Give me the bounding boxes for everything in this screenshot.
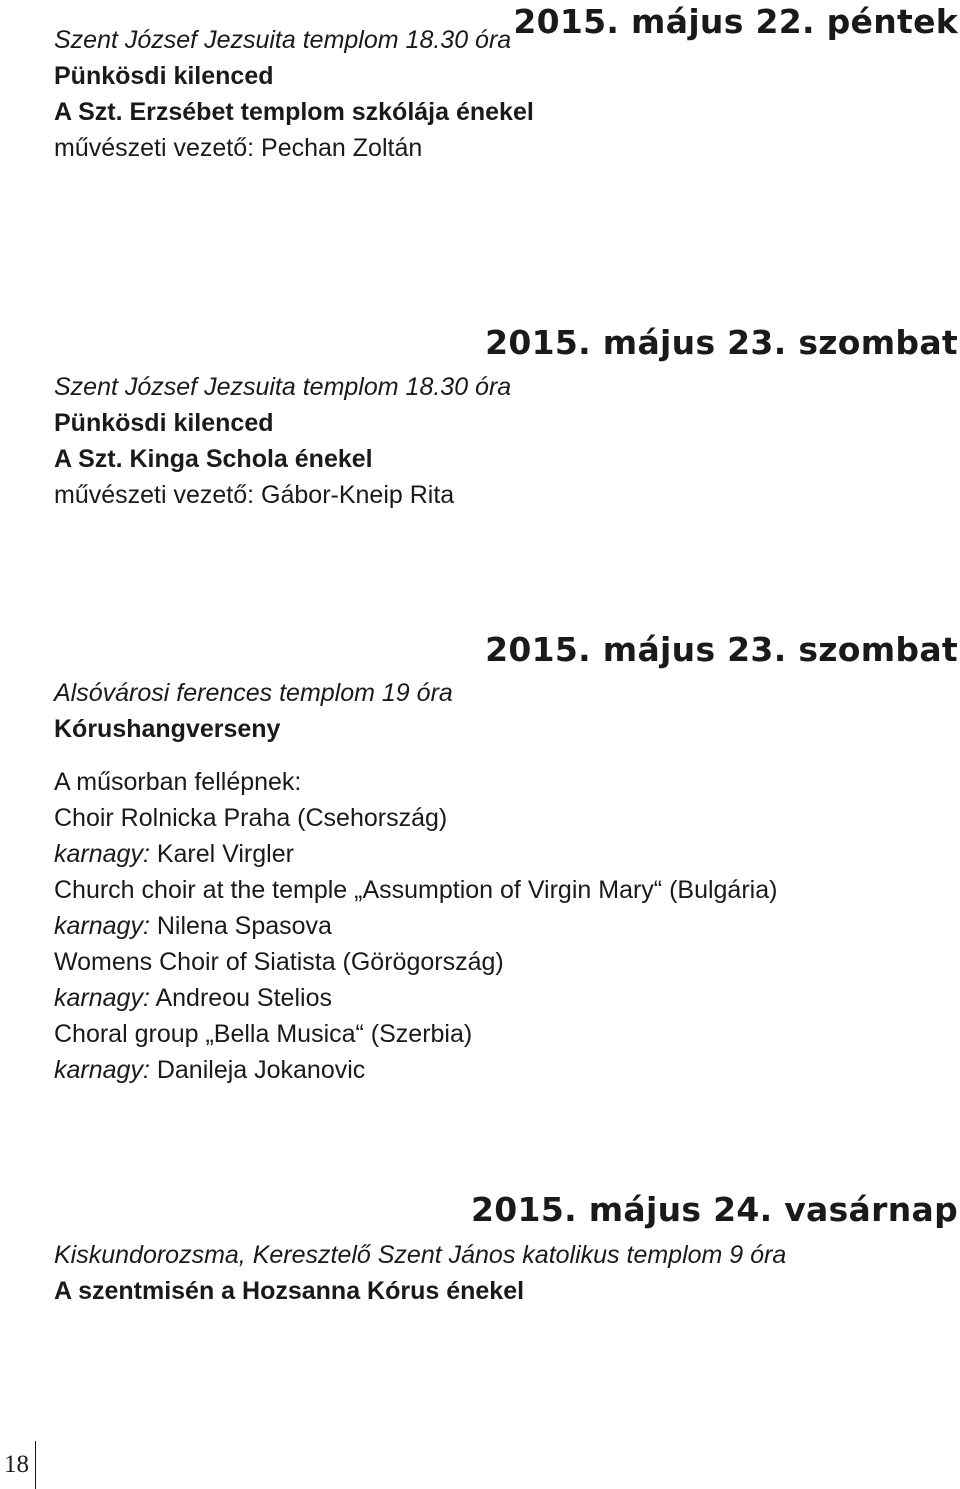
event-date: 2015. május 24. vasárnap <box>471 1190 958 1229</box>
choir-conductor <box>54 1052 934 1088</box>
choir-list <box>54 764 934 1088</box>
event-performer: A Szt. Erzsébet templom szkólája énekel <box>54 98 534 126</box>
choir-name: Church choir at the temple „Assumption of Virgin Mary“ (Bulgária) <box>54 876 778 904</box>
choir-name: Choir Rolnicka Praha (Csehország) <box>54 804 448 832</box>
event-program: Pünkösdi kilenced <box>54 62 274 90</box>
lineup-intro: A műsorban fellépnek: <box>54 768 302 796</box>
event-block <box>54 22 934 166</box>
event-program: Pünkösdi kilenced <box>54 409 274 437</box>
choir-conductor <box>54 908 934 944</box>
event-date: 2015. május 23. szombat <box>485 630 958 669</box>
event-block <box>54 369 934 513</box>
choir-name: Womens Choir of Siatista (Görögország) <box>54 948 504 976</box>
choir-name: Choral group „Bella Musica“ (Szerbia) <box>54 1020 473 1048</box>
conductor-name: Andreou Stelios <box>155 984 332 1012</box>
event-venue: Szent József Jezsuita templom 18.30 óra <box>54 373 512 401</box>
conductor-label: karnagy: <box>54 840 150 868</box>
choir-conductor <box>54 836 934 872</box>
conductor-name: Nilena Spasova <box>156 912 332 940</box>
event-venue: Kiskundorozsma, Keresztelő Szent János katolikus templom 9 óra <box>54 1241 787 1269</box>
conductor-label: karnagy: <box>54 912 150 940</box>
event-block <box>54 1237 934 1309</box>
event-director: művészeti vezető: Gábor-Kneip Rita <box>54 481 455 509</box>
conductor-name: Danileja Jokanovic <box>156 1056 366 1084</box>
event-program: Kórushangverseny <box>54 715 281 743</box>
event-date: 2015. május 23. szombat <box>485 323 958 362</box>
event-venue: Alsóvárosi ferences templom 19 óra <box>54 679 453 707</box>
conductor-name: Karel Virgler <box>156 840 294 868</box>
page-number: 18 <box>0 1441 36 1489</box>
event-venue: Szent József Jezsuita templom 18.30 óra <box>54 26 512 54</box>
event-block <box>54 675 934 747</box>
conductor-label: karnagy: <box>54 1056 150 1084</box>
event-performer: A Szt. Kinga Schola énekel <box>54 445 373 473</box>
choir-conductor <box>54 980 934 1016</box>
event-date: 2015. május 22. péntek <box>513 2 958 41</box>
event-director: művészeti vezető: Pechan Zoltán <box>54 134 423 162</box>
event-performer: A szentmisén a Hozsanna Kórus énekel <box>54 1277 525 1305</box>
conductor-label: karnagy: <box>54 984 150 1012</box>
